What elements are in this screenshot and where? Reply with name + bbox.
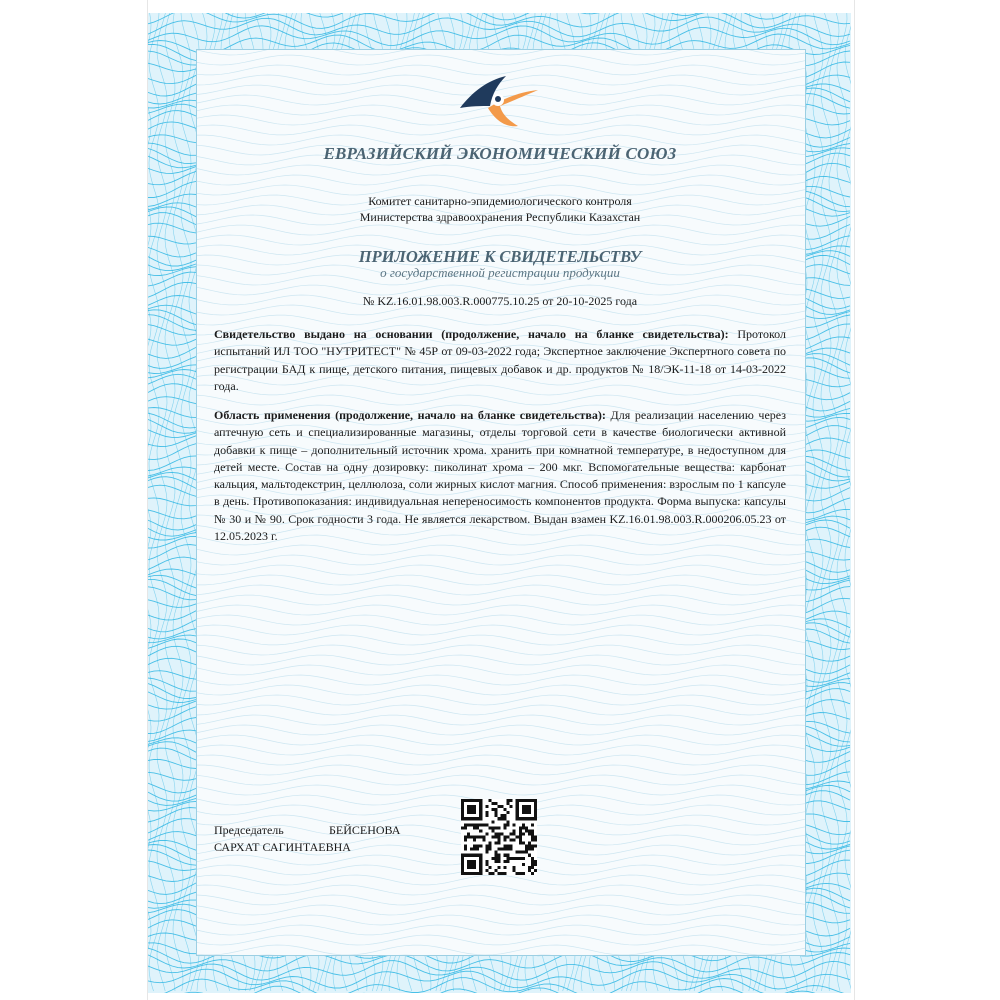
basis-label: Свидетельство выдано на основании (продолжение, начало на бланке свидетельства):	[214, 327, 729, 341]
issuing-authority	[200, 193, 800, 225]
basis-paragraph	[214, 326, 786, 395]
scope-label: Область применения (продолжение, начало на бланке свидетельства):	[214, 408, 606, 422]
committee-line-1: Комитет санитарно-эпидемиологического контроля	[368, 194, 632, 208]
committee-line-2: Министерства здравоохранения Республики Казахстан	[359, 210, 641, 224]
appendix-subtitle: о государственной регистрации продукции	[380, 265, 620, 280]
certificate-number: № KZ.16.01.98.003.R.000775.10.25 от 20-10-2025 года	[362, 294, 638, 308]
scope-paragraph	[214, 407, 786, 545]
scope-text: Для реализации населению через аптечную сеть и специализированные магазины, отделы торговой сети в качестве биологически активной добавки к пище – дополнительный источник хрома. хранить при комнатной температуре, в недоступном для детей месте. Состав на одну дозировку: пиколинат хрома – 200 мкг. Вспомогательные вещества: карбонат кальция, мальтодекстрин, целлюлоза, соли жирных кислот магния. Способ применения: взрослым по 1 капсуле в день. Противопоказания: индивидуальная непереносимость компонентов продукта. Форма выпуска: капсулы № 30 и № 90. Срок годности 3 года. Не является лекарством. Выдан взамен KZ.16.01.98.003.R.000206.05.23 от 12.05.2023 г.	[214, 408, 786, 544]
signatory-surname: БЕЙСЕНОВА	[329, 823, 401, 837]
signatory-role: Председатель	[214, 823, 284, 837]
qr-code-icon	[461, 799, 537, 875]
signatory-given-names: САРХАТ САГИНТАЕВНА	[214, 840, 351, 854]
appendix-title: ПРИЛОЖЕНИЕ К СВИДЕТЕЛЬСТВУ	[358, 247, 642, 266]
union-title: ЕВРАЗИЙСКИЙ ЭКОНОМИЧЕСКИЙ СОЮЗ	[323, 144, 677, 163]
eaeu-emblem-icon	[458, 72, 540, 130]
basis-text: Протокол испытаний ИЛ ТОО "НУТРИТЕСТ" № 45Р от 09-03-2022 года; Экспертное заключение Экспертного совета по регистрации БАД к пище, детского питания, пищевых добавок и др. продуктов № 18/ЭК-11-18 от 14-03-2022 года.	[214, 327, 787, 393]
